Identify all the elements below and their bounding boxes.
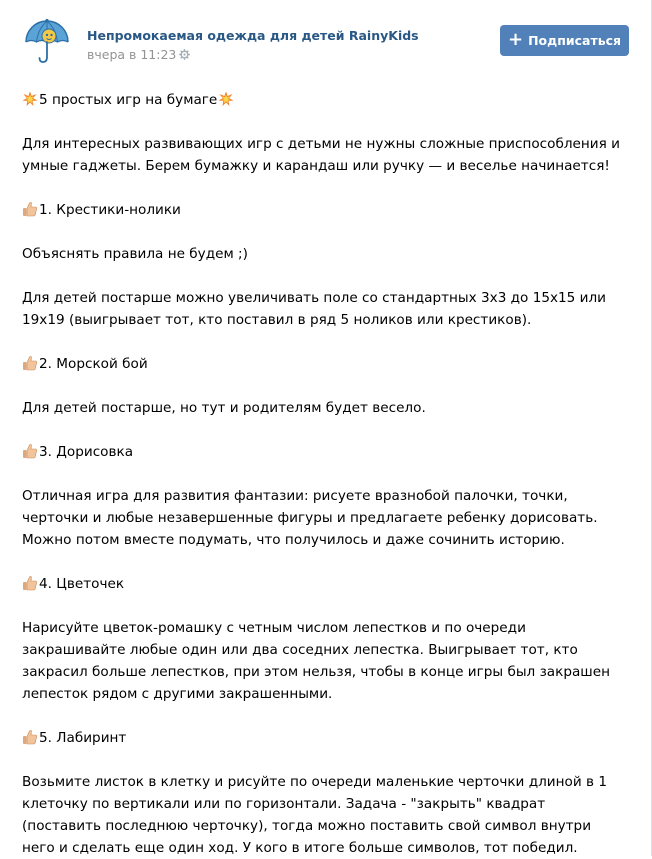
collision-emoji-icon	[218, 91, 234, 107]
subscribe-button[interactable]	[500, 25, 629, 56]
game-heading	[22, 727, 627, 749]
thumbs-up-emoji-icon	[22, 355, 38, 371]
game-heading	[22, 199, 627, 221]
group-name-link[interactable]: Непромокаемая одежда для детей RainyKids	[87, 28, 419, 43]
collision-emoji-icon	[22, 91, 38, 107]
game-paragraph: Объяснять правила не будем ;)	[22, 246, 248, 262]
post-text	[22, 89, 627, 859]
game-heading-text: 4. Цветочек	[39, 576, 125, 592]
post-title	[22, 89, 627, 111]
intro-paragraph: Для интересных развивающих игр с детьми не нужны сложные приспособления и умные гаджеты. Берем бумажку и карандаш или ручку — и веселье начинается!	[22, 136, 620, 174]
game-heading-text: 3. Дорисовка	[39, 444, 134, 460]
subscribe-label: Подписаться	[528, 33, 622, 48]
thumbs-up-emoji-icon	[22, 575, 38, 591]
game-heading	[22, 353, 627, 375]
game-heading-text: 5. Лабиринт	[39, 730, 127, 746]
plus-icon: +	[507, 29, 524, 50]
game-paragraph: Для детей постарше можно увеличивать поле со стандартных 3х3 до 15х15 или 19х19 (выигрывает тот, кто поставил в ряд 5 ноликов или крестиков).	[22, 290, 607, 328]
game-heading-text: 2. Морской бой	[39, 356, 148, 372]
game-paragraph: Отличная игра для развития фантазии: рисуете вразнобой палочки, точки, черточки и любые незавершенные фигуры и предлагаете ребенку дорисовать. Можно потом вместе подумать, что получилось и даже сочинить историю.	[22, 488, 598, 548]
game-heading	[22, 441, 627, 463]
group-avatar[interactable]	[22, 17, 72, 67]
game-paragraph: Нарисуйте цветок-ромашку с четным числом лепестков и по очереди закрашивайте любые один или два соседних лепестка. Выигрывает тот, кто закрасил больше лепестков, при этом нельзя, чтобы в конце игры был закрашен лепесток рядом с другими закрашенными.	[22, 620, 610, 702]
umbrella-logo-icon	[22, 17, 72, 67]
game-heading-text: 1. Крестики-нолики	[39, 202, 181, 218]
post-timestamp[interactable]: вчера в 11:23	[87, 47, 177, 62]
thumbs-up-emoji-icon	[22, 729, 38, 745]
game-heading	[22, 573, 627, 595]
gear-icon[interactable]	[179, 49, 190, 60]
game-paragraph: Для детей постарше, но тут и родителям будет весело.	[22, 400, 426, 416]
post-meta	[87, 47, 190, 62]
game-paragraph: Возьмите листок в клетку и рисуйте по очереди маленькие черточки длиной в 1 клеточку по вертикали или по горизонтали. Задача - "закрыть" квадрат (поставить последнюю черточку), тогда можно поставить свой символ внутри него и сделать еще один ход. У кого в итоге больше символов, тот победил.	[22, 774, 607, 856]
thumbs-up-emoji-icon	[22, 201, 38, 217]
post-title-text: 5 простых игр на бумаге	[39, 92, 218, 108]
thumbs-up-emoji-icon	[22, 443, 38, 459]
